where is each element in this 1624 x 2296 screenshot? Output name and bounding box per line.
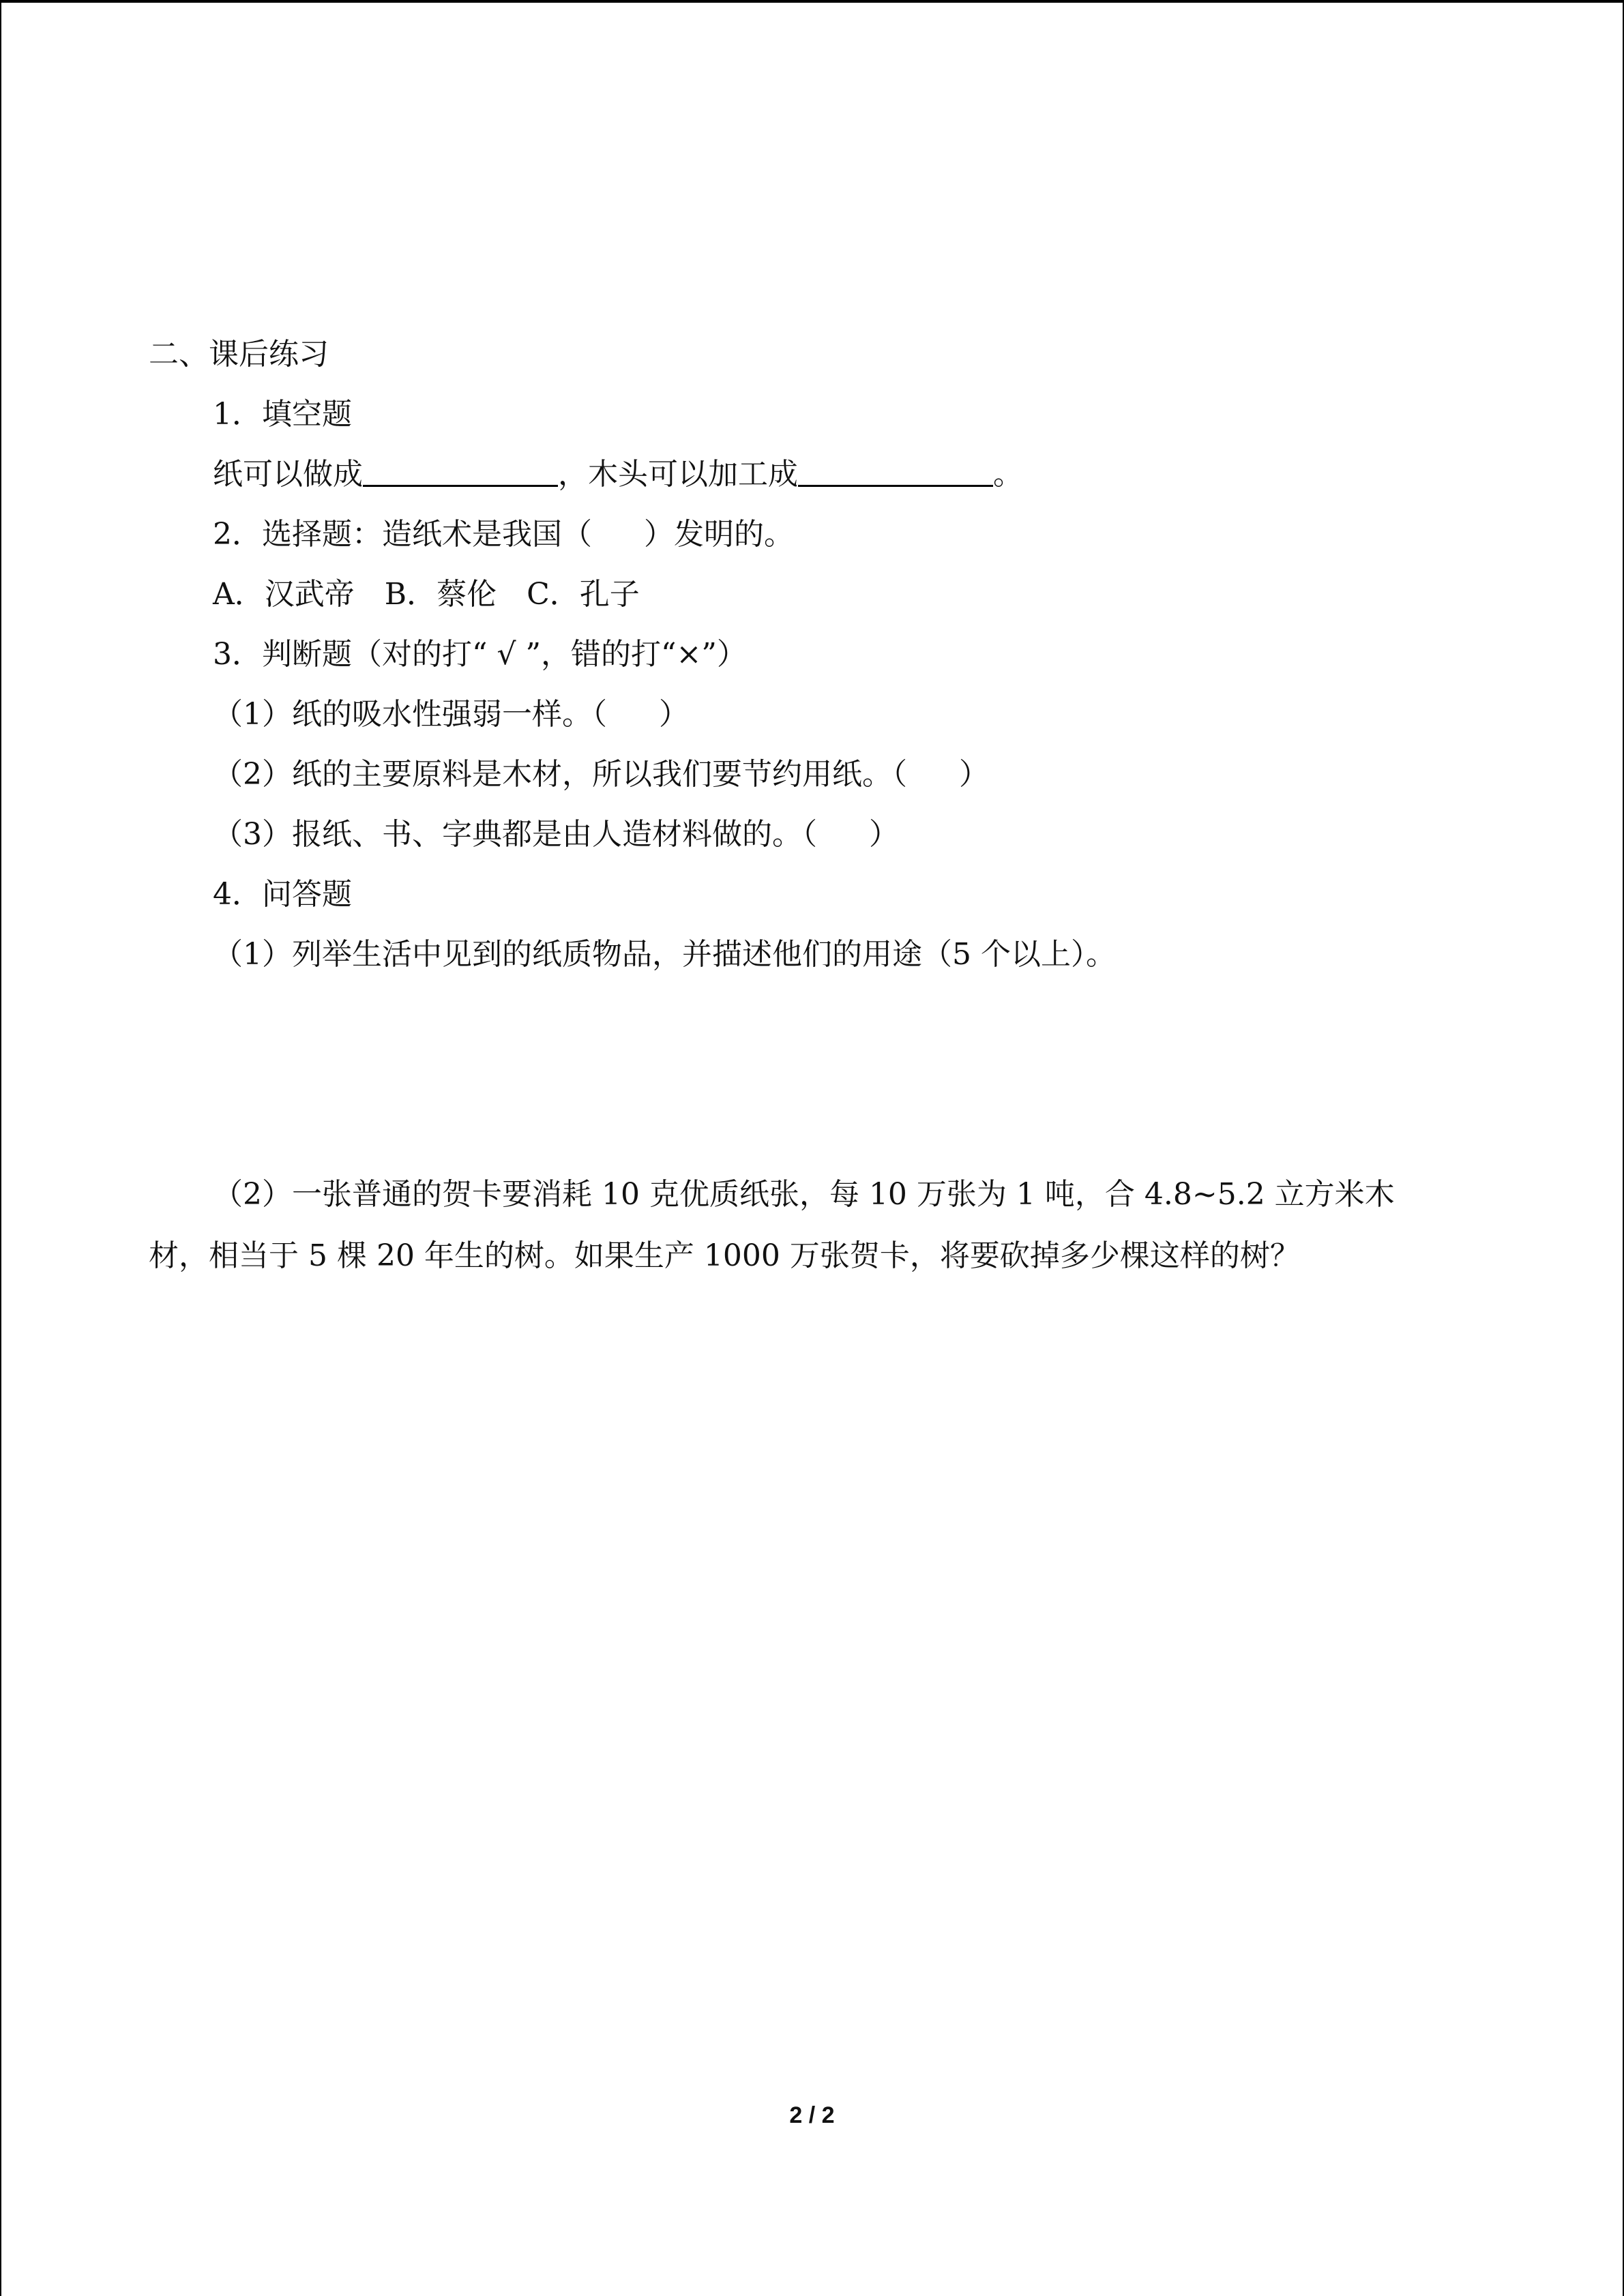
- page-left-edge: [0, 0, 1, 2296]
- page-number: 2 / 2: [789, 2102, 835, 2128]
- section-title: 二、课后练习: [149, 337, 329, 372]
- q2-options: A．汉武帝 B．蔡伦 C．孔子: [213, 577, 640, 612]
- q3-item-3-text: （3）报纸、书、字典都是由人造材料做的。（: [213, 817, 817, 852]
- q4-sub1: （1）列举生活中见到的纸质物品，并描述他们的用途（5 个以上）。: [213, 937, 1116, 972]
- q1-text-2: ，木头可以加工成: [558, 457, 798, 492]
- q3-heading: 3．判断题（对的打“ √ ”，错的打“×”）: [213, 637, 747, 672]
- q3-item-2-close: ）: [959, 757, 989, 792]
- q4-heading: 4．问答题: [213, 877, 352, 912]
- q3-item-1: [213, 694, 689, 735]
- q2-stem: [213, 514, 794, 555]
- q1-text-3: 。: [993, 457, 1023, 492]
- q1-text-1: 纸可以做成: [213, 457, 363, 492]
- q3-item-1-close: ）: [659, 697, 689, 732]
- q1-blank-2[interactable]: [798, 455, 993, 487]
- q3-item-1-text: （1）纸的吸水性强弱一样。（: [213, 697, 607, 732]
- q3-item-2: [213, 754, 989, 795]
- q3-item-3: [213, 814, 899, 855]
- q3-item-2-text: （2）纸的主要原料是木材，所以我们要节约用纸。（: [213, 757, 907, 792]
- q3-item-3-close: ）: [869, 817, 899, 852]
- q1-heading: 1．填空题: [213, 397, 352, 432]
- q2-stem-after: ）发明的。: [644, 517, 794, 552]
- q1-fill-blank: [213, 454, 1023, 495]
- q1-blank-1[interactable]: [363, 455, 558, 487]
- q4-sub2-line1: （2）一张普通的贺卡要消耗 10 克优质纸张，每 10 万张为 1 吨，合 4.8~5.2 立方米木: [213, 1177, 1395, 1212]
- page-top-border: [0, 0, 1624, 3]
- q4-sub2-line2: 材，相当于 5 棵 20 年生的树。如果生产 1000 万张贺卡，将要砍掉多少棵这样的树？: [149, 1238, 1300, 1273]
- q2-stem-before: 2．选择题：造纸术是我国（: [213, 517, 592, 552]
